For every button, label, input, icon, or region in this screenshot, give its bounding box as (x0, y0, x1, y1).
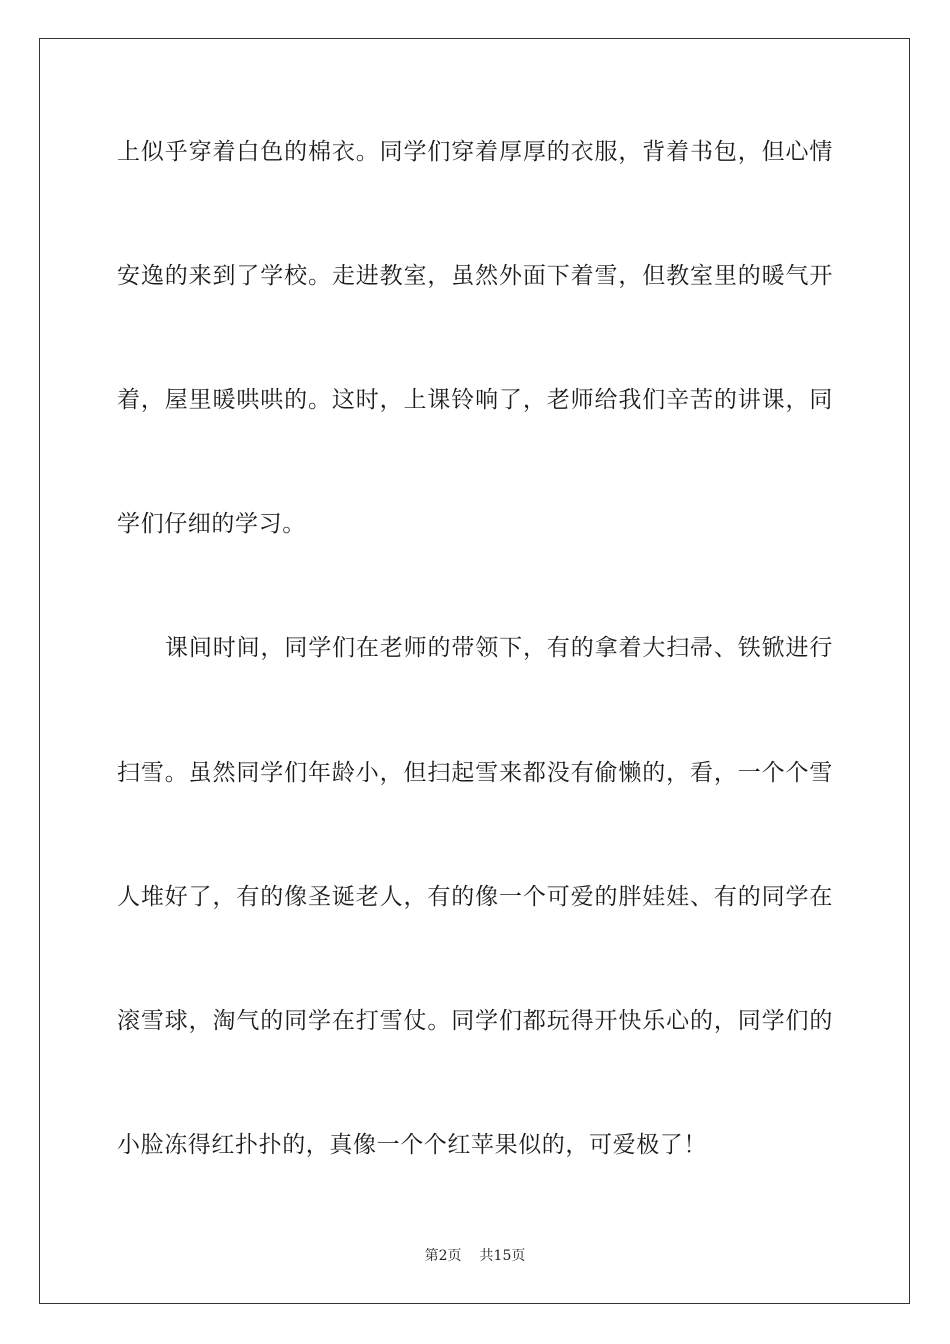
paragraph-line: 上似乎穿着白色的棉衣。同学们穿着厚厚的衣服，背着书包，但心情 (117, 139, 833, 165)
paragraph-line: 小脸冻得红扑扑的，真像一个个红苹果似的，可爱极了！ (117, 1132, 707, 1158)
paragraph-line: 学们仔细的学习。 (117, 511, 306, 537)
paragraph-line: 课间时间，同学们在老师的带领下，有的拿着大扫帚、铁锨进行 (165, 635, 833, 661)
paragraph-line: 安逸的来到了学校。走进教室，虽然外面下着雪，但教室里的暖气开 (117, 263, 833, 289)
page-footer (0, 1247, 950, 1265)
paragraph-line: 滚雪球，淘气的同学在打雪仗。同学们都玩得开快乐心的，同学们的 (117, 1008, 833, 1034)
paragraph-line: 着，屋里暖哄哄的。这时，上课铃响了，老师给我们辛苦的讲课，同 (117, 387, 833, 413)
page-border (39, 38, 910, 1304)
page-number-current: 第2页 (424, 1248, 462, 1264)
page-number-total: 共15页 (479, 1248, 526, 1264)
paragraph-line: 人堆好了，有的像圣诞老人，有的像一个可爱的胖娃娃、有的同学在 (117, 884, 833, 910)
paragraph-line: 扫雪。虽然同学们年龄小，但扫起雪来都没有偷懒的，看，一个个雪 (117, 760, 833, 786)
